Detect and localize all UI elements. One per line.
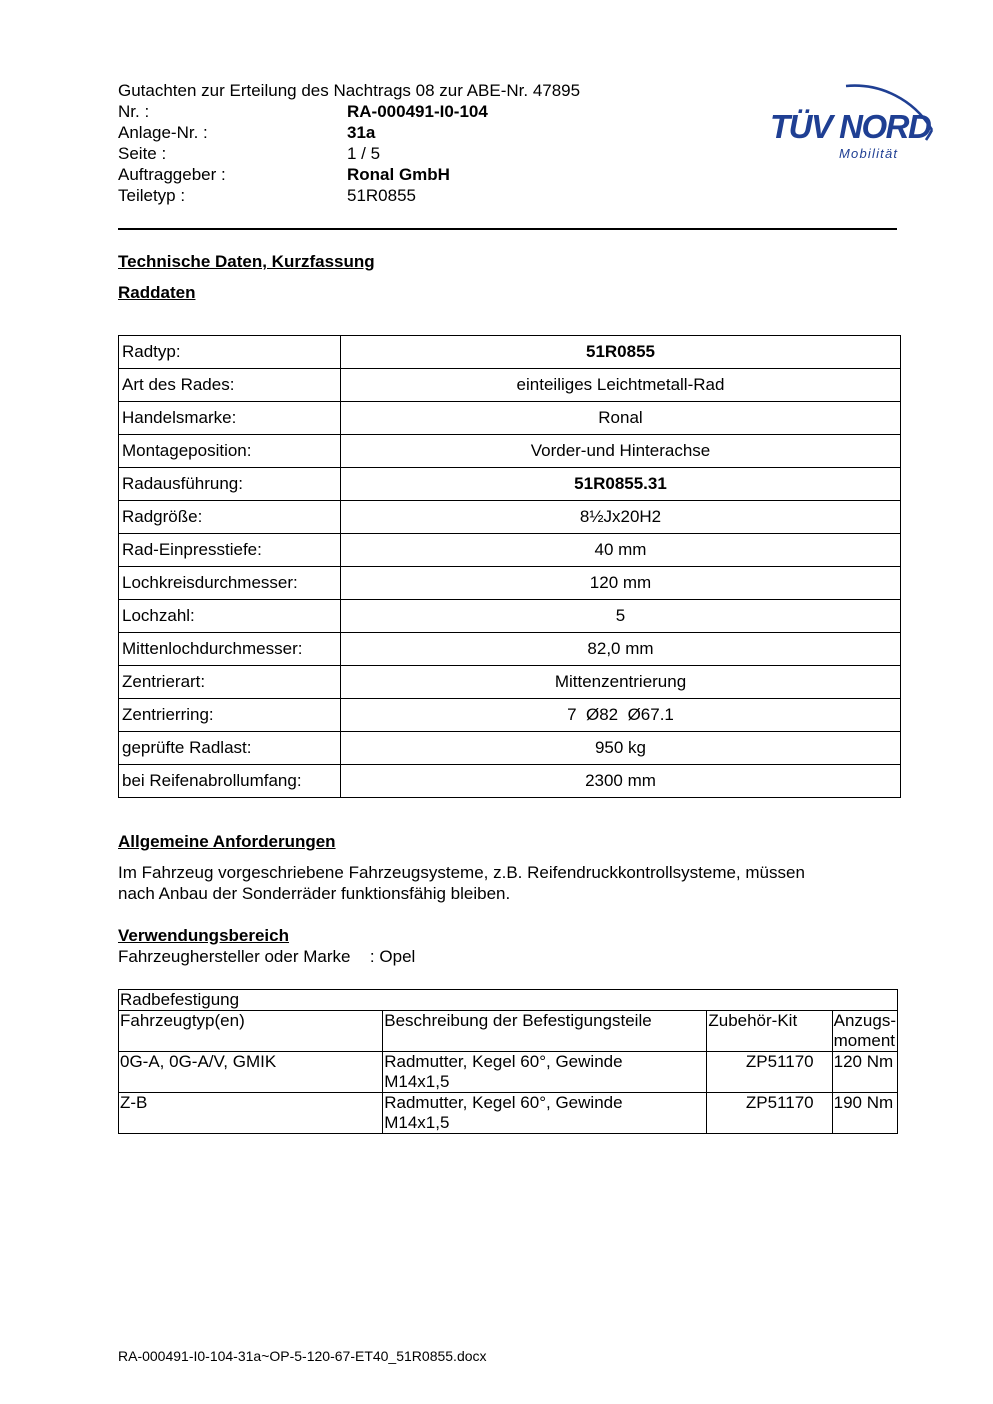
wheel-data-label: bei Reifenabrollumfang: bbox=[119, 765, 341, 798]
header-key: Auftraggeber : bbox=[118, 165, 226, 184]
header-value: Ronal GmbH bbox=[347, 165, 450, 184]
wheel-data-row bbox=[119, 600, 901, 633]
tuv-nord-logo-graphic bbox=[766, 60, 946, 165]
wheel-data-value: einteiliges Leichtmetall-Rad bbox=[341, 369, 901, 402]
header-value: 31a bbox=[347, 123, 376, 142]
wheel-data-row bbox=[119, 567, 901, 600]
wheel-data-label: Zentrierart: bbox=[119, 666, 341, 699]
wheel-data-label: Lochkreisdurchmesser: bbox=[119, 567, 341, 600]
wheel-data-row bbox=[119, 402, 901, 435]
wheel-data-value: 120 mm bbox=[341, 567, 901, 600]
logo-tagline: Mobilität bbox=[839, 146, 899, 161]
wheel-data-body bbox=[119, 336, 901, 798]
wheel-data-label: Radgröße: bbox=[119, 501, 341, 534]
allgemein-text-line-1: Im Fahrzeug vorgeschriebene Fahrzeugsysteme, z.B. Reifendruckkontrollsysteme, müssen bbox=[118, 863, 805, 882]
hersteller-line bbox=[118, 946, 415, 967]
wheel-data-label: Montageposition: bbox=[119, 435, 341, 468]
header-divider bbox=[118, 228, 897, 230]
wheel-data-value: 51R0855.31 bbox=[341, 468, 901, 501]
mounting-description bbox=[383, 1052, 707, 1093]
mounting-row bbox=[119, 1093, 898, 1134]
mounting-description-line-2: M14x1,5 bbox=[384, 1113, 450, 1132]
header-anzugsmoment bbox=[832, 1011, 897, 1052]
verwendung-heading: Verwendungsbereich bbox=[118, 926, 289, 945]
header-anzugsmoment-line-1: Anzugs- bbox=[833, 1011, 896, 1030]
header-row-seite bbox=[118, 143, 738, 164]
header-beschreibung: Beschreibung der Befestigungsteile bbox=[383, 1011, 707, 1052]
wheel-data-value: 40 mm bbox=[341, 534, 901, 567]
header-row-auftraggeber bbox=[118, 164, 738, 185]
footer-filename: RA-000491-I0-104-31a~OP-5-120-67-ET40_51R0855.docx bbox=[118, 1348, 487, 1364]
wheel-data-label: Mittenlochdurchmesser: bbox=[119, 633, 341, 666]
mounting-caption: Radbefestigung bbox=[119, 990, 898, 1011]
wheel-data-row bbox=[119, 468, 901, 501]
mounting-kit: ZP51170 bbox=[707, 1052, 832, 1093]
document-header bbox=[118, 80, 738, 206]
raddaten-heading: Raddaten bbox=[118, 283, 196, 302]
header-row-anlage bbox=[118, 122, 738, 143]
mounting-table bbox=[118, 989, 898, 1134]
wheel-data-value: Ronal bbox=[341, 402, 901, 435]
wheel-data-row bbox=[119, 534, 901, 567]
header-anzugsmoment-line-2: moment bbox=[833, 1031, 896, 1050]
mounting-header-row bbox=[119, 1011, 898, 1052]
mounting-types: 0G-A, 0G-A/V, GMIK bbox=[119, 1052, 383, 1093]
header-key: Nr. : bbox=[118, 102, 150, 121]
wheel-data-row bbox=[119, 699, 901, 732]
wheel-data-value: 8½Jx20H2 bbox=[341, 501, 901, 534]
header-row-nr bbox=[118, 101, 738, 122]
mounting-moment: 190 Nm bbox=[832, 1093, 897, 1134]
allgemein-heading: Allgemeine Anforderungen bbox=[118, 832, 336, 851]
wheel-data-row bbox=[119, 765, 901, 798]
wheel-data-value: 82,0 mm bbox=[341, 633, 901, 666]
wheel-data-label: Radausführung: bbox=[119, 468, 341, 501]
wheel-data-row bbox=[119, 501, 901, 534]
wheel-data-label: geprüfte Radlast: bbox=[119, 732, 341, 765]
wheel-data-row bbox=[119, 633, 901, 666]
allgemein-text-line-2: nach Anbau der Sonderräder funktionsfähig bleiben. bbox=[118, 884, 511, 903]
mounting-description-line-1: Radmutter, Kegel 60°, Gewinde bbox=[384, 1093, 623, 1112]
mounting-row bbox=[119, 1052, 898, 1093]
header-row-teiletyp bbox=[118, 185, 738, 206]
wheel-data-table bbox=[118, 335, 901, 798]
wheel-data-row bbox=[119, 666, 901, 699]
wheel-data-value: 7 Ø82 Ø67.1 bbox=[341, 699, 901, 732]
header-zubehoer-kit: Zubehör-Kit bbox=[707, 1011, 832, 1052]
wheel-data-row bbox=[119, 732, 901, 765]
mounting-description bbox=[383, 1093, 707, 1134]
wheel-data-label: Rad-Einpresstiefe: bbox=[119, 534, 341, 567]
header-key: Anlage-Nr. : bbox=[118, 123, 208, 142]
header-value: 1 / 5 bbox=[347, 144, 381, 163]
hersteller-label: Fahrzeughersteller oder Marke bbox=[118, 947, 351, 966]
header-key: Teiletyp : bbox=[118, 186, 186, 205]
wheel-data-value: 5 bbox=[341, 600, 901, 633]
mounting-caption-row bbox=[119, 990, 898, 1011]
document-title: Gutachten zur Erteilung des Nachtrags 08 zur ABE-Nr. 47895 bbox=[118, 81, 581, 100]
mounting-kit: ZP51170 bbox=[707, 1093, 832, 1134]
wheel-data-value: Mittenzentrierung bbox=[341, 666, 901, 699]
header-value: 51R0855 bbox=[347, 186, 417, 205]
mounting-types: Z-B bbox=[119, 1093, 383, 1134]
mounting-description-line-1: Radmutter, Kegel 60°, Gewinde bbox=[384, 1052, 623, 1071]
tuv-nord-logo bbox=[766, 60, 946, 165]
wheel-data-label: Handelsmarke: bbox=[119, 402, 341, 435]
wheel-data-value: 950 kg bbox=[341, 732, 901, 765]
wheel-data-row bbox=[119, 336, 901, 369]
wheel-data-value: Vorder-und Hinterachse bbox=[341, 435, 901, 468]
tech-data-heading: Technische Daten, Kurzfassung bbox=[118, 252, 375, 271]
wheel-data-label: Lochzahl: bbox=[119, 600, 341, 633]
header-value: RA-000491-I0-104 bbox=[347, 102, 488, 121]
mounting-moment: 120 Nm bbox=[832, 1052, 897, 1093]
logo-brand: TÜV NORD bbox=[770, 108, 931, 145]
wheel-data-row bbox=[119, 369, 901, 402]
wheel-data-label: Art des Rades: bbox=[119, 369, 341, 402]
hersteller-value: Opel bbox=[379, 947, 416, 966]
header-key: Seite : bbox=[118, 144, 167, 163]
wheel-data-label: Zentrierring: bbox=[119, 699, 341, 732]
header-fahrzeugtyp: Fahrzeugtyp(en) bbox=[119, 1011, 383, 1052]
wheel-data-row bbox=[119, 435, 901, 468]
wheel-data-value: 2300 mm bbox=[341, 765, 901, 798]
mounting-description-line-2: M14x1,5 bbox=[384, 1072, 450, 1091]
wheel-data-label: Radtyp: bbox=[119, 336, 341, 369]
hersteller-separator: : bbox=[369, 947, 375, 966]
wheel-data-value: 51R0855 bbox=[341, 336, 901, 369]
